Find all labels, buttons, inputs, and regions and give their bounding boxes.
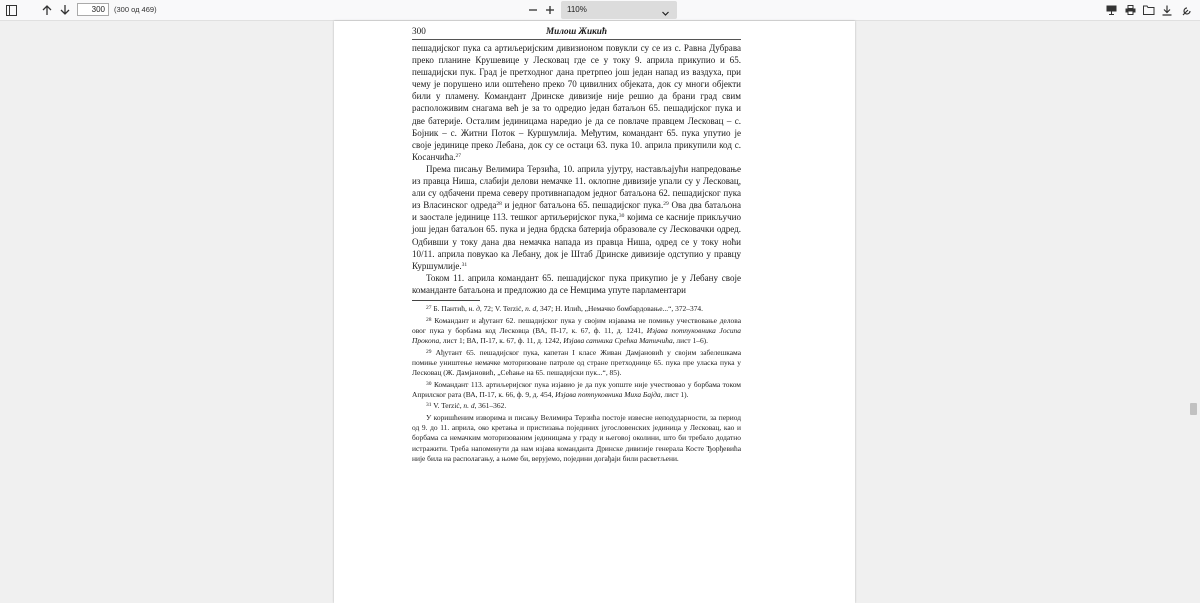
presentation-mode-icon[interactable] xyxy=(1104,0,1118,20)
document-viewer[interactable] xyxy=(0,21,1200,603)
footnote: $^{28}$ Командант и ађутант 62. пешадијског пука у својим изјавама не помињу учествовање делова овог пука у борбама код Лесковца (ВА, П-17, к. 67, ф. 11, д. 1241, Изјава потпуковника Јосипа Прокопа, лист 1; ВА, П-17, к. 67, ф. 11, д. 1242, Изјава сатника Срећка Матичића, лист 1–6). xyxy=(412,315,741,345)
download-icon[interactable] xyxy=(1160,0,1174,20)
footnote: $^{30}$ Командант 113. артиљеријског пука изјавио је да пук уопште није учествовао у борбама током Априлског рата (ВА, П-17, к. 66, ф. 9, д. 454, Изјава потпуковника Миха Бајда, лист 1). xyxy=(412,379,741,399)
header-page-number: 300 xyxy=(412,26,426,36)
page-count: (300 од 469) xyxy=(114,5,157,14)
body-text xyxy=(412,42,741,296)
zoom-select[interactable] xyxy=(561,1,677,19)
footnote-ref: 28 xyxy=(496,201,502,208)
paragraph: Током 11. априла командант 65. пешадијског пука прикупио је у Лебану своје команданте батаљона и предложио да се Немцима упуте парламентари xyxy=(412,272,741,295)
footnote-note: У коришћеним изворима и писању Велимира Терзића постоје извесне неподударности, за период од 9. до 11. априла, око кретања и пристизања појединих југословенских јединица у Лесковац, као и борбама са немачким моторизованим јединицама у граду и његовој околини, што би требало додатно истражити. Треба напоменути да нам изјава команданта Дринске дивизије генерала Косте Ђорђевића није била на располагању, а њоме би, верујемо, поједини догађаји били расветљени. xyxy=(412,413,741,463)
zoom-in-icon[interactable] xyxy=(543,0,557,20)
running-head: Милош Жикић xyxy=(546,26,607,36)
print-icon[interactable] xyxy=(1123,0,1137,20)
tools-icon[interactable] xyxy=(1180,0,1194,20)
scrollbar-thumb[interactable] xyxy=(1190,403,1197,415)
page-content xyxy=(412,25,741,465)
open-file-icon[interactable] xyxy=(1142,0,1156,20)
pdf-toolbar xyxy=(0,0,1200,21)
paragraph: пешадијског пука са артиљеријским дивизионом повукли су се из с. Равна Дубрава преко планине Крушевице у Лесковац где се у току 9. априла прикупио и 65. пешадијски пук. Град је претходног дана претрпео још један напад из ваздуха, при чему је порушено или оштећено преко 70 цивилних објеката, док су многи објекти били у пламену. Командант Дринске дивизије није решио да брани град свим расположивим снагама већ је за то одредио један батаљон 65. пешадијског пука и две батерије. Осталим јединицама наредио је да се повлаче правцем Лесковац – с. Бојник – с. Житни Поток – Куршумлија. Међутим, командант 65. пука упутио је своје јединице преко Лебана, док су се остаци 63. пука 10. априла прикупили код с. Косанчића.$^{27}$ xyxy=(412,43,741,162)
footnote-separator xyxy=(412,300,480,301)
zoom-out-icon[interactable] xyxy=(526,0,540,20)
pdf-page xyxy=(334,21,855,603)
footnote: $^{27}$ Б. Пантић, н. д, 72; V. Terzić, n. d, 347; Н. Илић, „Немачко бомбардовање...“, 372–374. xyxy=(426,303,704,313)
footnote-ref: 30 xyxy=(618,213,625,220)
footnote-ref: 29 xyxy=(663,201,669,208)
footnote: $^{29}$ Ађутант 65. пешадијског пука, капетан I класе Живан Дамјановић у својим забелешкама помиње уништење немачке моторизоване патроле од стране претходнице 65. пука пре уласка пука у Лесковац (Ж. Дамјановић, „Сећање на 65. пешадијски пук...“, 85). xyxy=(412,347,742,377)
page-header xyxy=(412,25,741,40)
next-page-icon[interactable] xyxy=(58,0,72,20)
page-number-input[interactable]: 300 xyxy=(77,3,109,16)
footnote: $^{31}$ V. Terzić, n. d, 361–362. xyxy=(426,401,507,411)
zoom-value: 110% xyxy=(567,5,587,14)
footnote-ref: 27 xyxy=(455,152,462,159)
footnotes xyxy=(412,304,741,464)
footnote-ref: 31 xyxy=(461,261,468,268)
previous-page-icon[interactable] xyxy=(40,0,54,20)
sidebar-toggle-icon[interactable] xyxy=(4,0,18,20)
paragraph: Према писању Велимира Терзића, 10. априла ујутру, настављајући напредовање из правца Ниша, слабији делови немачке 11. оклопне дивизије упали су у Лесковац, али су одбачени према северу противнападом једног батаљона 62. пешадијског пука из Власинског одреда$^{28}$ и једног батаљона 65. пешадијског пука.$^{29}$ Ова два батаљона и заостале јединице 113. тешког артиљеријског пука,$^{30}$ којима се касније прикључио још један батаљон 65. пука и једна брдска батерија образовале су Лесковачки одред. Одбивши у току дана два немачка напада из правца Ниша, одред се у току ноћи 10/11. априла повукао ка Лебану, док је Штаб Дринске дивизије одступио у правцу Куршумлије.$^{31}$ xyxy=(412,163,741,271)
